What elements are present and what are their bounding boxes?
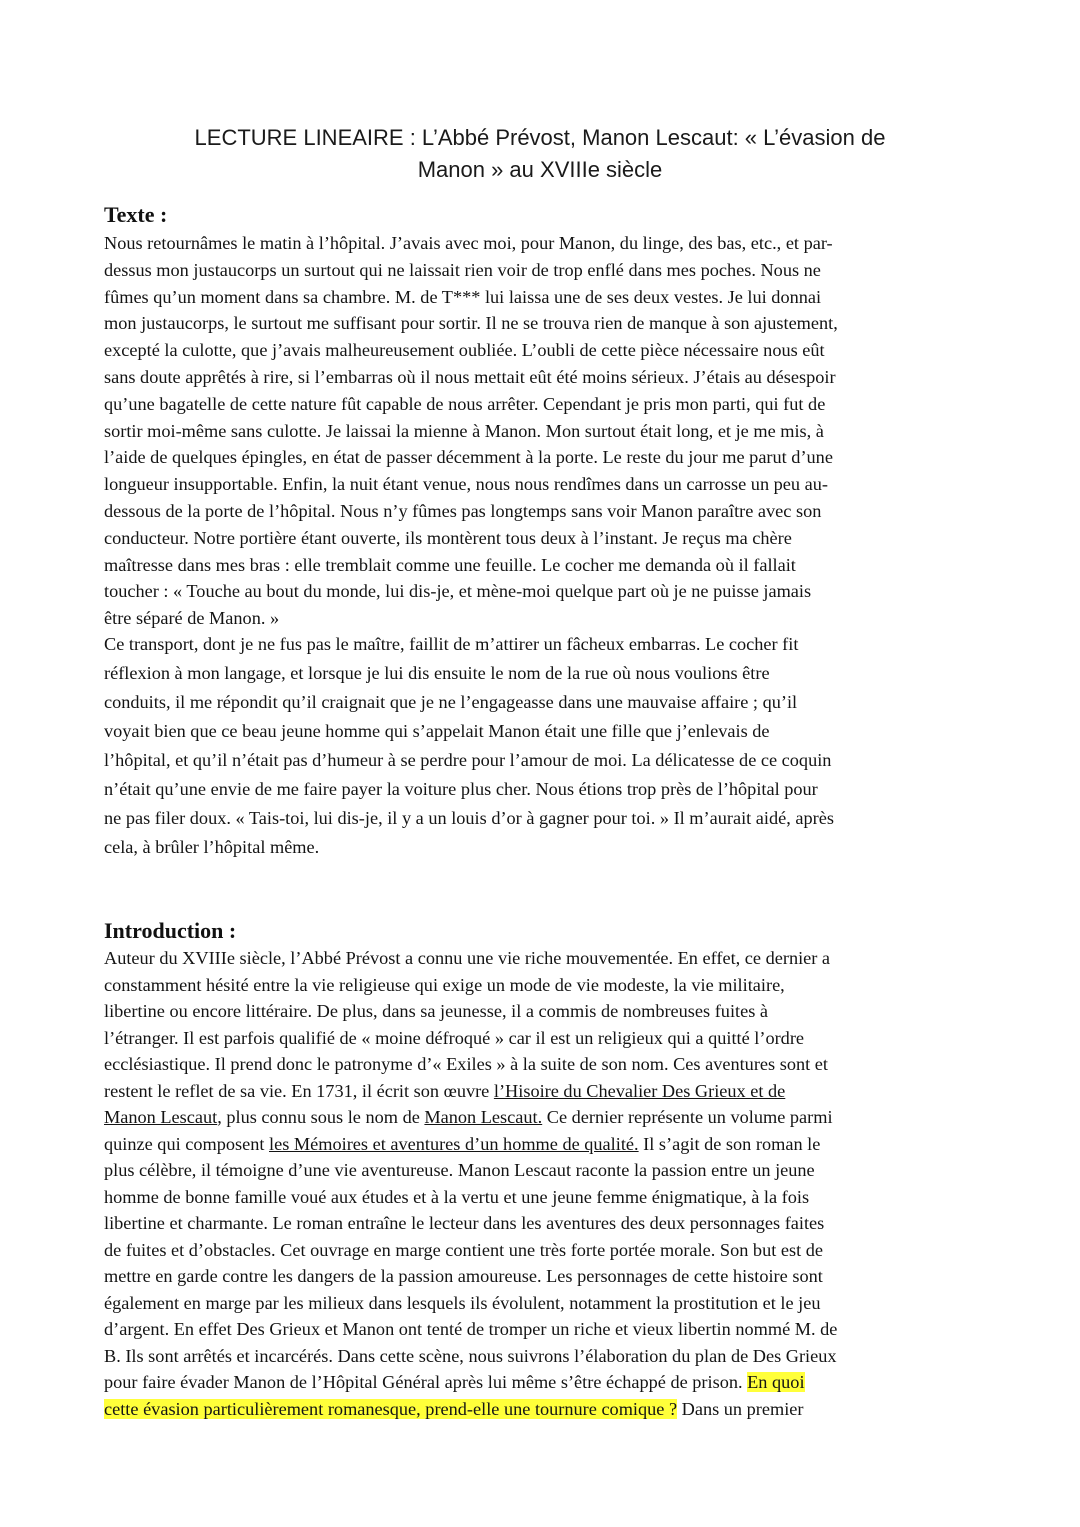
text-run: , plus connu sous le nom de bbox=[217, 1107, 425, 1127]
text-run: pour faire évader Manon de l’Hôpital Général après lui même s’être échappé de prison. bbox=[104, 1372, 748, 1392]
text-line: mon justaucorps, le surtout me suffisant pour sortir. Il ne se trouva rien de manque à son ajustement, bbox=[104, 313, 838, 334]
text-run: Il s’agit de son roman le bbox=[638, 1133, 821, 1154]
text-line bbox=[104, 1396, 984, 1423]
highlighted-question: cette évasion particulièrement romanesque, prend-elle une tournure comique ? bbox=[104, 1398, 678, 1419]
text-line: constamment hésité entre la vie religieuse qui exige un mode de vie modeste, la vie militaire, bbox=[104, 974, 785, 995]
text-run: quinze qui composent bbox=[104, 1133, 270, 1154]
text-line: libertine et charmante. Le roman entraîne le lecteur dans les aventures des deux personnages faites bbox=[104, 1213, 825, 1233]
texte-paragraph-1 bbox=[104, 230, 984, 632]
text-line: ne pas filer doux. « Tais-toi, lui dis-je, il y a un louis d’or à gagner pour toi. » Il m’aurait aidé, après bbox=[104, 808, 834, 828]
title-line-1: LECTURE LINEAIRE : L’Abbé Prévost, Manon Lescaut: « L’évasion de bbox=[194, 125, 886, 150]
text-line: l’aide de quelques épingles, en état de passer décemment à la porte. Le reste du jour me parut d’une bbox=[104, 447, 833, 468]
text-line bbox=[104, 1104, 984, 1131]
page-title bbox=[104, 122, 976, 186]
introduction-paragraph bbox=[104, 945, 984, 1422]
text-line: ecclésiastique. Il prend donc le patronyme d’« Exiles » à la suite de son nom. Ces aventures sont et bbox=[104, 1054, 828, 1074]
text-line: n’était qu’une envie de me faire payer la voiture plus cher. Nous étions trop près de l’hôpital pour bbox=[104, 779, 818, 799]
text-line: cela, à brûler l’hôpital même. bbox=[104, 837, 320, 857]
text-line: Ce transport, dont je ne fus pas le maître, faillit de m’attirer un fâcheux embarras. Le cocher fit bbox=[104, 634, 799, 654]
work-title-underlined: les Mémoires et aventures d’un homme de qualité. bbox=[269, 1133, 639, 1154]
text-line: d’argent. En effet Des Grieux et Manon ont tenté de tromper un riche et vieux libertin nommé M. de bbox=[104, 1319, 838, 1339]
text-line: conducteur. Notre portière étant ouverte, ils montèrent tous deux à l’instant. Je reçus ma chère bbox=[104, 527, 792, 548]
text-line: excepté la culotte, que j’avais malheureusement oubliée. L’oubli de cette pièce nécessaire nous eût bbox=[104, 340, 825, 361]
text-run: Dans un premier bbox=[677, 1398, 804, 1419]
text-line: l’étranger. Il est parfois qualifié de « moine défroqué » car il est un religieux qui a quitté l’ordre bbox=[104, 1027, 805, 1048]
text-line bbox=[104, 1078, 984, 1105]
text-line: également en marge par les milieux dans lesquels ils évolulent, notamment la prostitution et le jeu bbox=[104, 1292, 821, 1313]
text-line: Nous retournâmes le matin à l’hôpital. J’avais avec moi, pour Manon, du linge, des bas, etc., et par- bbox=[104, 233, 833, 253]
text-line bbox=[104, 1131, 984, 1158]
text-run: restent le reflet de sa vie. En 1731, il écrit son œuvre bbox=[104, 1080, 494, 1101]
text-line: sortir moi-même sans culotte. Je laissai la mienne à Manon. Mon surtout était long, et je me mis, à bbox=[104, 420, 824, 441]
text-line: libertine ou encore littéraire. De plus, dans sa jeunesse, il a commis de nombreuses fuites à bbox=[104, 1001, 769, 1021]
text-line: dessus mon justaucorps un surtout qui ne laissait rien voir de trop enflé dans mes poches. Nous ne bbox=[104, 259, 821, 280]
work-title-underlined: l’Hisoire du Chevalier Des Grieux et de bbox=[493, 1080, 786, 1101]
text-line: fûmes qu’un moment dans sa chambre. M. de T*** lui laissa une de ses deux vestes. Je lui donnai bbox=[104, 286, 822, 307]
text-line: maîtresse dans mes bras : elle tremblait comme une feuille. Le cocher me demanda où il fallait bbox=[104, 554, 796, 575]
text-line: homme de bonne famille voué aux études et à la vertu et une jeune femme énigmatique, à la fois bbox=[104, 1186, 810, 1207]
work-title-underlined: Manon Lescaut bbox=[104, 1107, 218, 1127]
text-line: sans doute apprêtés à rire, si l’embarras où il nous mettait eût été moins sérieux. J’étais au désespoir bbox=[104, 366, 836, 387]
text-line: l’hôpital, et qu’il n’était pas d’humeur à se perdre pour l’amour de moi. La délicatesse de ce coquin bbox=[104, 750, 832, 770]
text-line: dessous de la porte de l’hôpital. Nous n’y fûmes pas longtemps sans voir Manon paraître avec son bbox=[104, 500, 822, 521]
texte-paragraph-2 bbox=[104, 630, 984, 862]
text-line: toucher : « Touche au bout du monde, lui dis-je, et mène-moi quelque part où je ne puisse jamais bbox=[104, 581, 812, 602]
text-line: plus célèbre, il témoigne d’une vie aventureuse. Manon Lescaut raconte la passion entre un jeune bbox=[104, 1160, 815, 1180]
work-title-underlined: Manon Lescaut. bbox=[424, 1107, 543, 1127]
text-line: qu’une bagatelle de cette nature fût capable de nous arrêter. Cependant je pris mon parti, qui fut de bbox=[104, 393, 826, 414]
text-line: conduits, il me répondit qu’il craignait que je ne l’engageasse dans une mauvaise affaire ; qu’il bbox=[104, 692, 798, 712]
text-line: de fuites et d’obstacles. Cet ouvrage en marge contient une très forte portée morale. Son but est de bbox=[104, 1239, 823, 1260]
introduction-heading: Introduction : bbox=[104, 918, 237, 943]
text-line: longueur insupportable. Enfin, la nuit étant venue, nous nous rendîmes dans un carrosse un peu au- bbox=[104, 474, 828, 495]
text-line: voyait bien que ce beau jeune homme qui s’appelait Manon était une fille que j’enlevais de bbox=[104, 721, 770, 741]
text-line: B. Ils sont arrêtés et incarcérés. Dans cette scène, nous suivrons l’élaboration du plan de Des Grieux bbox=[104, 1345, 837, 1366]
text-line bbox=[104, 1369, 984, 1396]
text-line: mettre en garde contre les dangers de la passion amoureuse. Les personnages de cette histoire sont bbox=[104, 1266, 823, 1286]
text-line: être séparé de Manon. » bbox=[104, 608, 280, 629]
title-line-2: Manon » au XVIIIe siècle bbox=[417, 157, 663, 182]
highlighted-question: En quoi bbox=[747, 1372, 805, 1392]
texte-heading: Texte : bbox=[104, 202, 168, 227]
text-line: Auteur du XVIIIe siècle, l’Abbé Prévost a connu une vie riche mouvementée. En effet, ce dernier a bbox=[104, 948, 831, 968]
text-run: Ce dernier représente un volume parmi bbox=[542, 1107, 833, 1127]
text-line: réflexion à mon langage, et lorsque je lui dis ensuite le nom de la rue où nous voulions être bbox=[104, 663, 770, 683]
